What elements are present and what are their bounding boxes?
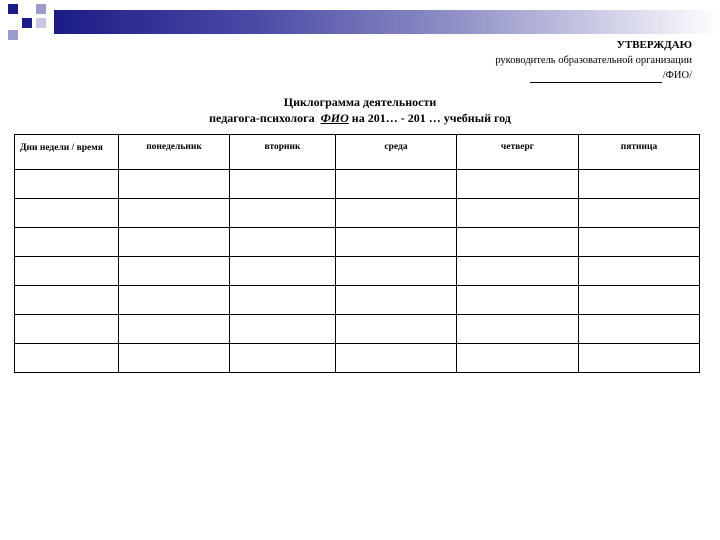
- decorative-square: [8, 30, 18, 40]
- table-cell: [457, 257, 579, 286]
- signature-suffix: /ФИО/: [662, 70, 692, 81]
- table-cell: [230, 199, 336, 228]
- title-year: на 201… - 201 … учебный год: [351, 111, 511, 125]
- table-cell: [119, 344, 230, 373]
- table-cell: [336, 228, 457, 257]
- table-row: [15, 257, 700, 286]
- table-cell: [230, 170, 336, 199]
- table-cell: [579, 315, 700, 344]
- table-header-row: [15, 135, 700, 170]
- table-cell: [230, 257, 336, 286]
- table-cell: [457, 170, 579, 199]
- column-header-wednesday: среда: [336, 135, 457, 170]
- table-cell: [579, 170, 700, 199]
- table-cell: [579, 257, 700, 286]
- table-cell: [15, 170, 119, 199]
- table-cell: [230, 228, 336, 257]
- schedule-table: [14, 134, 700, 373]
- table-cell: [230, 344, 336, 373]
- table-cell: [336, 257, 457, 286]
- table-row: [15, 286, 700, 315]
- table-cell: [15, 257, 119, 286]
- table-cell: [579, 344, 700, 373]
- decorative-square: [36, 18, 46, 28]
- table-cell: [15, 315, 119, 344]
- decorative-square: [22, 18, 32, 28]
- title-fio: ФИО: [320, 111, 349, 125]
- column-header-tuesday: вторник: [230, 135, 336, 170]
- table-cell: [15, 228, 119, 257]
- table-row: [15, 199, 700, 228]
- decorative-header-band: [0, 0, 720, 40]
- table-cell: [336, 199, 457, 228]
- table-cell: [579, 228, 700, 257]
- table-row: [15, 344, 700, 373]
- table-cell: [579, 286, 700, 315]
- table-cell: [119, 170, 230, 199]
- title-role: педагога-психолога: [209, 111, 315, 125]
- title-line-1: Циклограмма деятельности: [283, 95, 437, 109]
- table-cell: [119, 257, 230, 286]
- table-cell: [336, 286, 457, 315]
- column-header-friday: пятница: [579, 135, 700, 170]
- table-body: [15, 170, 700, 373]
- approval-block: [495, 38, 692, 83]
- document-title: [0, 94, 720, 126]
- table-cell: [119, 228, 230, 257]
- signature-line: [530, 68, 692, 83]
- table-cell: [15, 286, 119, 315]
- table-cell: [457, 228, 579, 257]
- table-cell: [119, 286, 230, 315]
- table-cell: [15, 344, 119, 373]
- table-cell: [336, 315, 457, 344]
- column-header-days-time: Дни недели / время: [15, 135, 119, 170]
- column-header-monday: понедельник: [119, 135, 230, 170]
- decorative-square: [8, 4, 18, 14]
- table-cell: [457, 286, 579, 315]
- table-cell: [119, 199, 230, 228]
- table-row: [15, 228, 700, 257]
- table-cell: [15, 199, 119, 228]
- column-header-thursday: четверг: [457, 135, 579, 170]
- table-cell: [230, 286, 336, 315]
- table-cell: [336, 344, 457, 373]
- table-row: [15, 170, 700, 199]
- approval-title: УТВЕРЖДАЮ: [616, 39, 692, 51]
- table-cell: [579, 199, 700, 228]
- table-row: [15, 315, 700, 344]
- table-cell: [119, 315, 230, 344]
- table-cell: [230, 315, 336, 344]
- approval-position: руководитель образовательной организации: [495, 55, 692, 66]
- table-cell: [336, 170, 457, 199]
- signature-blank: [530, 71, 662, 83]
- table-cell: [457, 344, 579, 373]
- decorative-square: [36, 4, 46, 14]
- table-cell: [457, 199, 579, 228]
- title-line-2: [0, 110, 720, 126]
- table-cell: [457, 315, 579, 344]
- gradient-bar: [54, 10, 720, 34]
